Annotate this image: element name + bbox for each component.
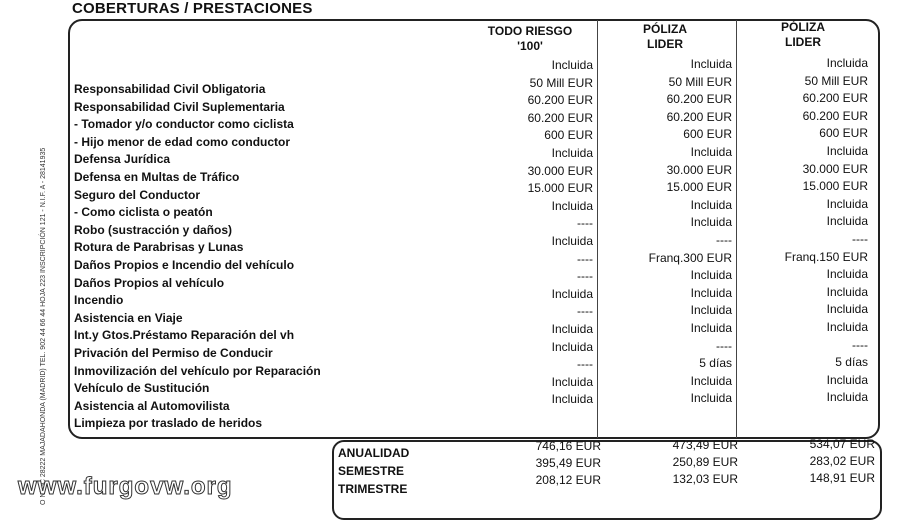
cell-value: 60.200 EUR — [802, 108, 868, 123]
cell-value: Franq.150 EUR — [784, 249, 868, 264]
row-label: Vehículo de Sustitución — [74, 381, 210, 396]
cell-value: 600 EUR — [544, 128, 593, 143]
total-label: TRIMESTRE — [338, 482, 408, 496]
cell-value: Incluida — [826, 56, 868, 70]
cell-value: Incluida — [551, 322, 593, 336]
cell-value: ---- — [577, 357, 593, 372]
total-value: 534,07 EUR — [809, 437, 875, 451]
row-label: Responsabilidad Civil Suplementaria — [74, 99, 285, 114]
cell-value: Incluida — [826, 214, 868, 229]
cell-value: Incluida — [826, 390, 868, 405]
row-label: Incendio — [74, 293, 124, 308]
cell-value: Incluida — [826, 284, 868, 299]
total-label: ANUALIDAD — [338, 446, 410, 460]
cell-value: Incluida — [551, 146, 593, 160]
cell-value: 50 Mill EUR — [529, 75, 593, 90]
cell-value: 50 Mill EUR — [668, 74, 732, 89]
cell-value: Incluida — [826, 372, 868, 387]
cell-value: Incluida — [551, 58, 593, 72]
cell-value: 15.000 EUR — [666, 180, 732, 195]
total-value: 250,89 EUR — [672, 455, 738, 469]
cell-value: Incluida — [690, 373, 732, 388]
row-label: Seguro del Conductor — [74, 187, 200, 202]
row-label: Asistencia en Viaje — [74, 310, 183, 325]
row-label: Defensa en Multas de Tráfico — [74, 170, 240, 184]
row-label: Asistencia al Automovilista — [74, 398, 230, 413]
row-label: Privación del Permiso de Conducir — [74, 346, 273, 360]
row-label: Limpieza por traslado de heridos — [74, 416, 263, 431]
cell-value: ---- — [716, 338, 732, 353]
total-value: 395,49 EUR — [535, 456, 601, 470]
cell-value: 60.200 EUR — [666, 109, 732, 124]
column-header-poliza-lider-1: PÓLIZA LIDER — [643, 22, 687, 51]
column-divider — [736, 20, 737, 438]
cell-value: ---- — [716, 233, 732, 247]
cell-value: ---- — [577, 216, 593, 231]
total-value: 746,16 EUR — [535, 439, 601, 453]
cell-value: 30.000 EUR — [666, 162, 732, 177]
cell-value: Incluida — [551, 234, 593, 248]
cell-value: 60.200 EUR — [527, 110, 593, 125]
cell-value: 60.200 EUR — [666, 92, 732, 107]
cell-value: Incluida — [690, 303, 732, 318]
cell-value: Incluida — [826, 144, 868, 158]
cell-value: Incluida — [551, 339, 593, 354]
cell-value: ---- — [577, 251, 593, 266]
cell-value: 60.200 EUR — [802, 91, 868, 106]
watermark: www.furgovw.org — [18, 473, 233, 500]
cell-value: Incluida — [551, 286, 593, 301]
cell-value: Incluida — [690, 321, 732, 335]
cell-value: ---- — [577, 304, 593, 319]
column-divider — [597, 20, 598, 438]
page-title: COBERTURAS / PRESTACIONES — [72, 0, 313, 17]
cell-value: Incluida — [551, 374, 593, 389]
cell-value: Incluida — [690, 145, 732, 159]
row-label: Inmovilización del vehículo por Reparación — [74, 363, 321, 378]
cell-value: 600 EUR — [819, 126, 868, 141]
cell-value: ---- — [852, 337, 868, 352]
cell-value: Incluida — [551, 198, 593, 213]
cell-value: 15.000 EUR — [527, 181, 593, 196]
cell-value: Incluida — [690, 215, 732, 230]
total-value: 473,49 EUR — [672, 438, 738, 452]
cell-value: ---- — [577, 269, 593, 284]
cell-value: 30.000 EUR — [527, 163, 593, 178]
row-label: - Hijo menor de edad como conductor — [74, 134, 291, 149]
row-label: Robo (sustracción y daños) — [74, 222, 233, 237]
cell-value: Incluida — [690, 268, 732, 283]
cell-value: Incluida — [690, 391, 732, 406]
cell-value: Incluida — [826, 267, 868, 282]
cell-value: 50 Mill EUR — [804, 73, 868, 88]
row-label: Int.y Gtos.Préstamo Reparación del vh — [74, 328, 295, 343]
row-label: Rotura de Parabrisas y Lunas — [74, 240, 244, 255]
column-header-todo-riesgo: TODO RIESGO '100' — [487, 24, 573, 53]
cell-value: 5 días — [835, 355, 868, 370]
cell-value: ---- — [852, 232, 868, 246]
cell-value: 30.000 EUR — [802, 161, 868, 176]
cell-value: 15.000 EUR — [802, 179, 868, 194]
cell-value: Incluida — [690, 197, 732, 212]
totals-frame — [332, 440, 882, 520]
total-value: 148,91 EUR — [809, 471, 875, 485]
total-value: 283,02 EUR — [809, 454, 875, 468]
total-label: SEMESTRE — [338, 464, 405, 478]
row-label: Defensa Jurídica — [74, 152, 171, 167]
cell-value: Incluida — [826, 196, 868, 211]
cell-value: Franq.300 EUR — [648, 250, 732, 265]
cell-value: Incluida — [826, 302, 868, 317]
cell-value: Incluida — [690, 57, 732, 71]
total-value: 208,12 EUR — [535, 473, 601, 487]
row-label: Responsabilidad Civil Obligatoria — [74, 82, 266, 96]
side-registration-text: O Nº 5C 28222 MAJADAHONDA (MADRID) TEL. 902 44 66 44 HOJA 223 INSCRIPCIÓN 121 - N.I.F. A - 28141935 — [40, 147, 47, 505]
cell-value: Incluida — [690, 285, 732, 300]
row-label: Daños Propios e Incendio del vehículo — [74, 258, 295, 272]
row-label: - Tomador y/o conductor como ciclista — [74, 117, 294, 132]
cell-value: Incluida — [551, 392, 593, 407]
row-label: Daños Propios al vehículo — [74, 275, 225, 290]
cell-value: 5 días — [699, 356, 732, 371]
row-label: - Como ciclista o peatón — [74, 205, 213, 220]
cell-value: 60.200 EUR — [527, 93, 593, 108]
cell-value: Incluida — [826, 320, 868, 334]
cell-value: 600 EUR — [683, 127, 732, 142]
column-header-poliza-lider-2: PÓLIZA LIDER — [781, 20, 825, 49]
total-value: 132,03 EUR — [672, 472, 738, 486]
